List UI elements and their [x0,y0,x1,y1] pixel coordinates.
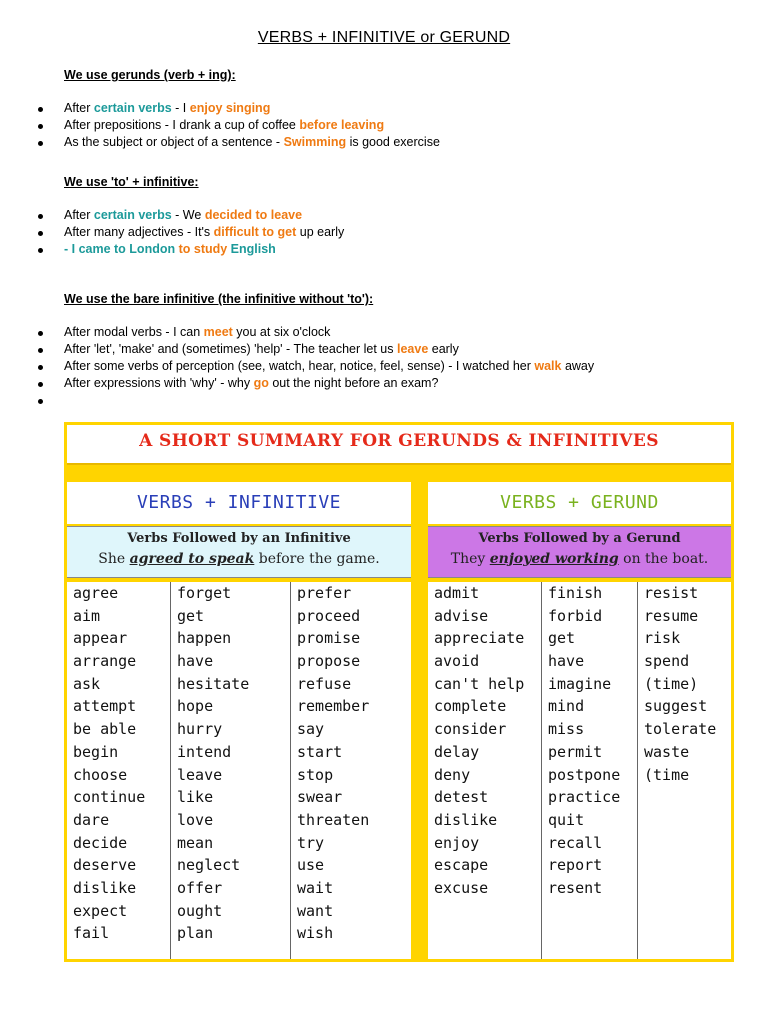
verb-item: report [548,856,603,875]
text: After prepositions - I drank a cup of coffee [64,118,300,132]
verb-item: practice [548,788,621,807]
bullet-icon [38,248,43,253]
verb-item: hope [177,697,214,716]
verb-item: prefer [297,584,352,602]
verb-item: arrange [73,652,137,671]
verb-item: resent [548,878,603,897]
gerunds-heading: We use gerunds (verb + ing): [64,68,236,82]
verb-item: (time [644,765,690,784]
verb-item: say [297,720,325,739]
verb-item: aim [73,606,101,625]
verb-item: resume [644,606,699,625]
verb-item: swear [297,788,343,807]
list-item [38,100,758,117]
verb-item: imagine [548,674,612,693]
verb-item: attempt [73,697,137,716]
verb-item: refuse [297,674,352,693]
verb-item: fail [73,924,110,943]
verb-item: enjoy [434,833,480,852]
gerund-column-1 [428,582,542,959]
verb-item: threaten [297,810,370,829]
highlight-orange: meet [203,325,233,339]
verb-item: mind [548,697,585,716]
verb-item: deny [434,765,471,784]
verb-item: neglect [177,856,241,875]
verb-item: want [297,901,334,920]
highlight-orange: go [253,376,269,390]
verb-item: be able [73,720,137,739]
list-item [38,358,758,375]
highlight-orange: difficult to get [213,225,297,239]
verb-item: continue [73,788,146,807]
verb-item: like [177,788,214,807]
list-item [38,241,758,258]
infinitive-heading: We use 'to' + infinitive: [64,175,199,189]
verb-item: have [177,652,214,671]
highlight-orange: Swimming [283,135,347,149]
verb-item: finish [548,584,603,602]
verb-item: spend [644,652,690,671]
verb-item: stop [297,765,334,784]
verb-item: agree [73,584,119,602]
text: - I [171,101,190,115]
verb-item: love [177,810,214,829]
bullet-icon [38,331,43,336]
verb-item: intend [177,742,232,761]
verb-item: forbid [548,606,603,625]
list-item [38,207,758,224]
text: you at six o'clock [232,325,331,339]
verb-item: delay [434,742,480,761]
bullet-icon [38,231,43,236]
text: After some verbs of perception (see, watch, hear, notice, feel, sense) - I watched her [64,359,535,373]
verb-item: hesitate [177,674,250,693]
verb-item: mean [177,833,214,852]
verb-item: dislike [434,810,498,829]
verb-item: waste [644,742,690,761]
bullet-icon [38,382,43,387]
verb-item: try [297,833,325,852]
verb-item: hurry [177,720,223,739]
verb-item: complete [434,697,507,716]
list-item [38,392,758,409]
text: After [64,101,94,115]
list-item [38,224,758,241]
text: out the night before an exam? [268,376,439,390]
bullet-icon [38,141,43,146]
gerund-verb-list [428,582,731,959]
gerund-example-box [428,526,731,578]
verb-item: wish [297,924,334,943]
infinitive-example-box [67,526,411,578]
bare-infinitive-heading: We use the bare infinitive (the infinitive without 'to'): [64,292,374,306]
verb-item: quit [548,810,585,829]
verb-item: ought [177,901,223,920]
text: After [64,208,94,222]
verb-item: dislike [73,878,137,897]
highlight-orange: decided to leave [204,208,303,222]
infinitive-verb-list [67,582,411,959]
gerund-column-2 [542,582,638,959]
verb-item: avoid [434,652,480,671]
verb-item: have [548,652,585,671]
text: - We [171,208,205,222]
highlight-teal: - I came to London [64,242,179,256]
verb-item: suggest [644,697,708,716]
highlight-orange: leave [396,342,429,356]
verb-item: detest [434,788,489,807]
text: early [428,342,459,356]
list-item [38,117,758,134]
verb-item: admit [434,584,480,602]
verb-item: consider [434,720,507,739]
gerunds-list [38,100,758,151]
verb-item: proceed [297,606,361,625]
bare-infinitive-list [38,324,758,409]
verb-item: remember [297,697,370,716]
bullet-icon [38,107,43,112]
list-item [38,341,758,358]
verb-item: leave [177,765,223,784]
list-item [38,134,758,151]
verb-item: recall [548,833,603,852]
gerund-header: VERBS + GERUND [500,492,659,513]
verb-item: ask [73,674,101,693]
gerund-example-sentence: They enjoyed working on the boat. [450,551,709,567]
verb-item: forget [177,584,232,602]
bullet-icon [38,214,43,219]
verb-item: propose [297,652,361,671]
highlight-teal: certain verbs [93,101,172,115]
verb-item: postpone [548,765,621,784]
list-item [38,324,758,341]
verb-item: risk [644,629,681,648]
highlight-orange: before leaving [299,118,385,132]
verb-item: begin [73,742,119,761]
text: up early [296,225,345,239]
infinitive-header-box [67,482,411,524]
verb-item: get [548,629,576,648]
bullet-icon [38,348,43,353]
page-title: VERBS + INFINITIVE or GERUND [257,29,511,46]
infinitive-list [38,207,758,258]
bullet-icon [38,399,43,404]
verb-item: plan [177,924,214,943]
bullet-icon [38,365,43,370]
verb-item: appear [73,629,128,648]
gerund-column-3 [638,582,731,959]
verb-item: tolerate [644,720,717,739]
text: away [561,359,595,373]
text: After many adjectives - It's [64,225,214,239]
summary-table [64,422,734,962]
verb-item: get [177,606,205,625]
bullet-icon [38,124,43,129]
verb-item: expect [73,901,128,920]
summary-title-bar [67,425,731,465]
text: After modal verbs - I can [64,325,204,339]
infinitive-column-2 [171,582,291,959]
highlight-teal: certain verbs [93,208,172,222]
verb-item: promise [297,629,361,648]
gerund-header-box [428,482,731,524]
infinitive-column-3 [291,582,411,959]
verb-item: dare [73,810,110,829]
verb-item: can't help [434,674,525,693]
verb-item: decide [73,833,128,852]
highlight-teal: English [227,242,276,256]
highlight-orange: to study [178,242,228,256]
verb-item: offer [177,878,223,897]
highlight-orange: enjoy singing [189,101,271,115]
text: As the subject or object of a sentence - [64,135,284,149]
gerund-example-title: Verbs Followed by a Gerund [478,531,681,546]
verb-item: miss [548,720,585,739]
verb-item: happen [177,629,232,648]
highlight-orange: walk [534,359,562,373]
text: After expressions with 'why' - why [64,376,254,390]
infinitive-example-sentence: She agreed to speak before the game. [98,551,380,567]
verb-item: resist [644,584,699,602]
verb-item: advise [434,606,489,625]
text: is good exercise [346,135,440,149]
verb-item: wait [297,878,334,897]
verb-item: permit [548,742,603,761]
verb-item: excuse [434,878,489,897]
verb-item: (time) [644,674,699,693]
list-item [38,375,758,392]
verb-item: choose [73,765,128,784]
infinitive-example-title: Verbs Followed by an Infinitive [127,531,351,546]
verb-item: escape [434,856,489,875]
text: After 'let', 'make' and (sometimes) 'help' - The teacher let us [64,342,397,356]
verb-item: appreciate [434,629,525,648]
verb-item: deserve [73,856,137,875]
infinitive-header: VERBS + INFINITIVE [136,492,342,513]
summary-title: A SHORT SUMMARY FOR GERUNDS & INFINITIVES [139,431,659,451]
verb-item: start [297,742,343,761]
verb-item: use [297,856,325,875]
infinitive-column-1 [67,582,171,959]
